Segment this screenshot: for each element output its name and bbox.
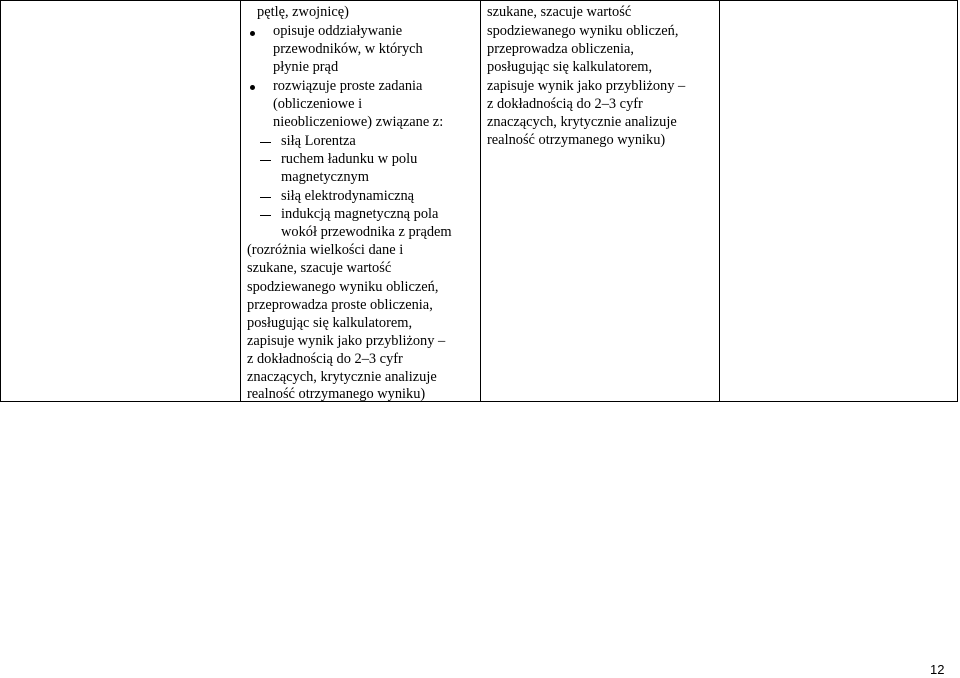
cell-text-line: szukane, szacuje wartość (487, 4, 632, 20)
table-cell-col4 (719, 1, 957, 401)
dash-icon (260, 215, 271, 216)
cell-text-line: (rozróżnia wielkości dane i (247, 242, 404, 258)
cell-text-line: posługując się kalkulatorem, (247, 315, 413, 331)
dash-item-text: siłą Lorentza (281, 133, 356, 149)
dash-item-text: ruchem ładunku w polu (281, 151, 418, 167)
cell-text-line: zapisuje wynik jako przybliżony – (487, 78, 686, 94)
bullet-item-text: przewodników, w których (273, 41, 423, 57)
dash-icon (260, 160, 271, 161)
cell-text-line: posługując się kalkulatorem, (487, 59, 653, 75)
cell-text-line: realność otrzymanego wyniku) (487, 132, 666, 148)
bullet-item-text: nieobliczeniowe) związane z: (273, 114, 444, 130)
dash-icon (260, 197, 271, 198)
cell-text-line: realność otrzymanego wyniku) (247, 386, 426, 402)
cell-text-line: przeprowadza obliczenia, (487, 41, 635, 57)
cell-text-line: przeprowadza proste obliczenia, (247, 297, 433, 313)
cell-text-line: spodziewanego wyniku obliczeń, (247, 279, 439, 295)
cell-text-line: spodziewanego wyniku obliczeń, (487, 23, 679, 39)
cell-text-line: znaczących, krytycznie analizuje (487, 114, 677, 130)
bullet-item-text: rozwiązuje proste zadania (273, 78, 423, 94)
cell-text-line: z dokładnością do 2–3 cyfr (247, 351, 403, 367)
cell-text-line: pętlę, zwojnicę) (257, 4, 349, 20)
dash-item-text: indukcją magnetyczną pola (281, 206, 439, 222)
bullet-item-text: płynie prąd (273, 59, 339, 75)
table-cell-col1 (0, 1, 240, 401)
table-border-right (957, 1, 958, 401)
dash-item-text: siłą elektrodynamiczną (281, 188, 415, 204)
dash-item-text: wokół przewodnika z prądem (281, 224, 452, 240)
bullet-icon (250, 85, 255, 90)
cell-text-line: zapisuje wynik jako przybliżony – (247, 333, 446, 349)
table-cell-col3 (480, 1, 719, 401)
bullet-item-text: (obliczeniowe i (273, 96, 363, 112)
table-cell-col2 (240, 1, 480, 401)
page-number: 12 (930, 662, 945, 677)
bullet-icon (250, 31, 255, 36)
cell-text-line: z dokładnością do 2–3 cyfr (487, 96, 643, 112)
bullet-item-text: opisuje oddziaływanie (273, 23, 403, 39)
cell-text-line: szukane, szacuje wartość (247, 260, 392, 276)
dash-icon (260, 142, 271, 143)
cell-text-line: znaczących, krytycznie analizuje (247, 369, 437, 385)
dash-item-text: magnetycznym (281, 169, 369, 185)
